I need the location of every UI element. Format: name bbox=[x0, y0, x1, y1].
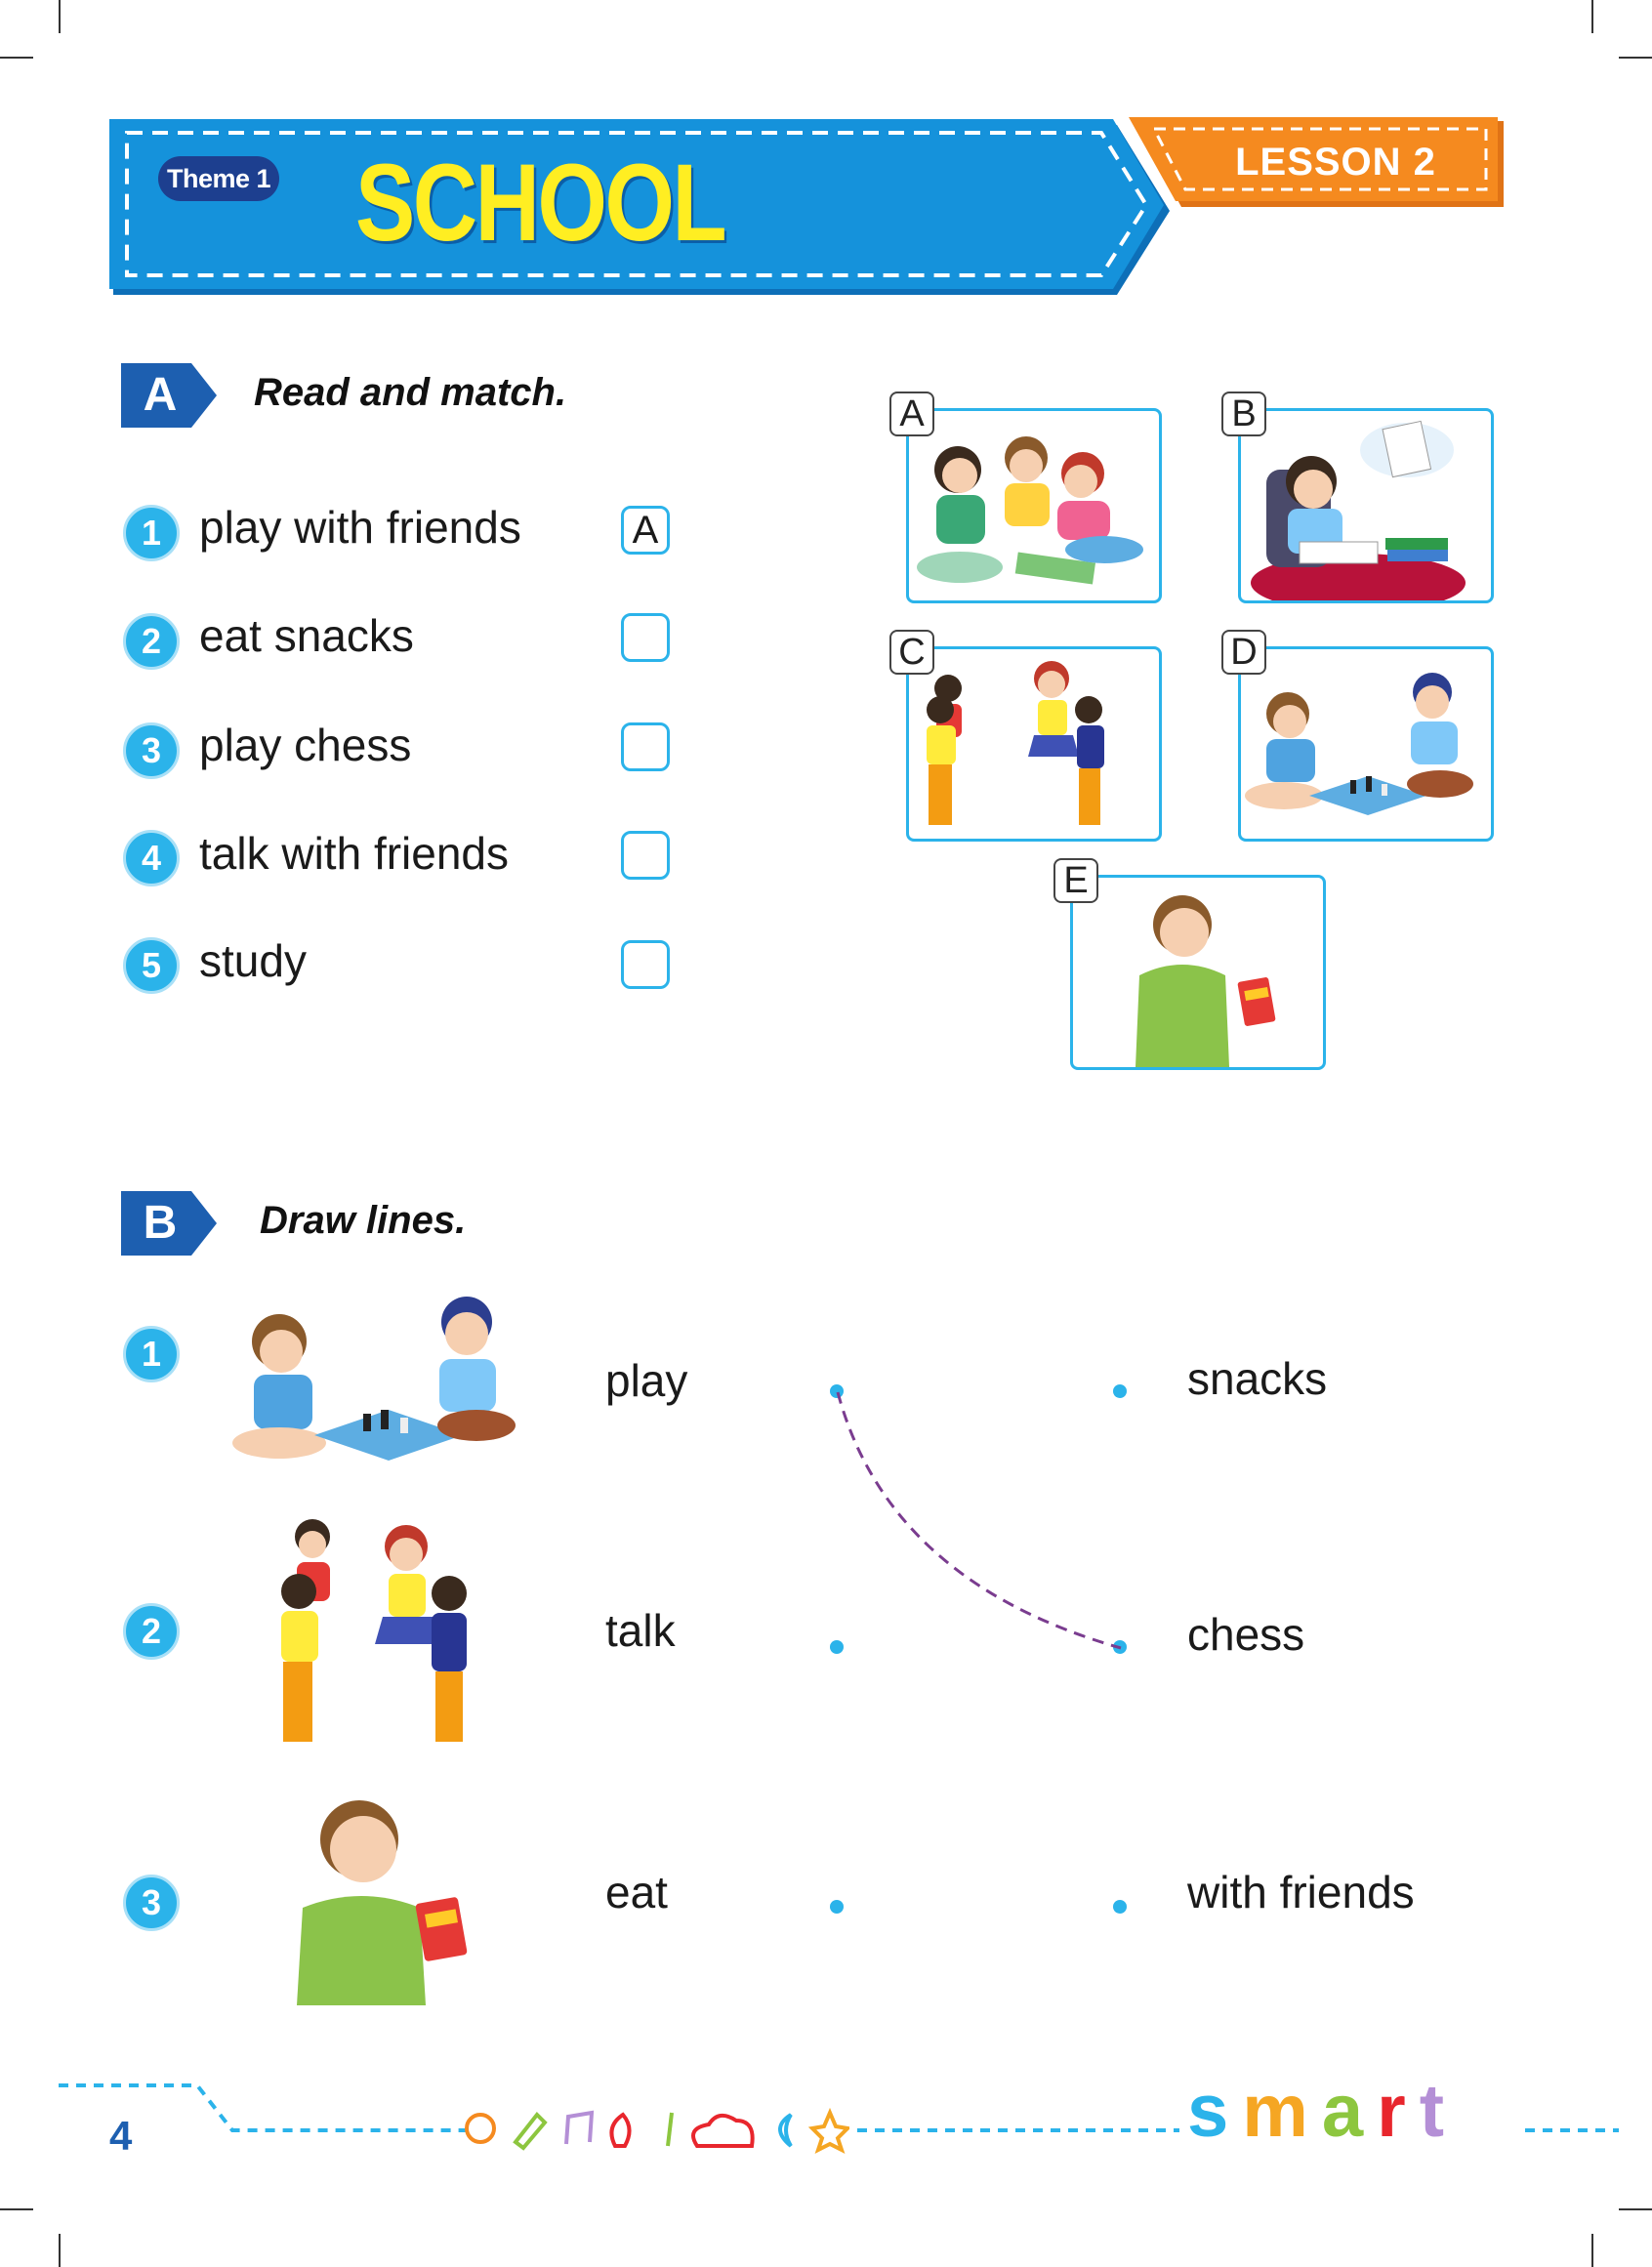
item-number-4: 4 bbox=[123, 830, 180, 886]
crop-mark bbox=[1591, 2234, 1593, 2267]
item-number-2: 2 bbox=[123, 613, 180, 670]
crop-mark bbox=[59, 2234, 61, 2267]
picture-frame-c bbox=[898, 632, 1162, 842]
crop-mark bbox=[1619, 2208, 1652, 2210]
children-talking-icon bbox=[260, 1511, 475, 1746]
boy-eating-snacks-icon bbox=[273, 1781, 488, 2005]
row-number-3: 3 bbox=[123, 1875, 180, 1931]
right-word-3: with friends bbox=[1187, 1867, 1415, 1917]
crop-mark bbox=[59, 0, 61, 33]
crop-mark bbox=[0, 57, 33, 59]
left-word-2: talk bbox=[605, 1605, 676, 1656]
right-word-1: snacks bbox=[1187, 1353, 1328, 1404]
crop-mark bbox=[0, 2208, 33, 2210]
brand-letter: r bbox=[1377, 2070, 1420, 2153]
answer-box-3[interactable] bbox=[621, 722, 670, 771]
boys-playing-chess-icon bbox=[232, 1289, 516, 1464]
section-letter: A bbox=[143, 369, 178, 421]
left-word-3: eat bbox=[605, 1867, 668, 1917]
picture-frame-e bbox=[1063, 860, 1326, 1070]
right-word-2: chess bbox=[1187, 1609, 1305, 1660]
answer-box-2[interactable] bbox=[621, 613, 670, 662]
brand-letter: m bbox=[1242, 2070, 1322, 2153]
item-number-5: 5 bbox=[123, 937, 180, 994]
phrase-2: eat snacks bbox=[199, 610, 414, 661]
picture-letter: A bbox=[889, 392, 934, 436]
section-b-instruction: Draw lines. bbox=[260, 1199, 467, 1242]
brand-letter: s bbox=[1187, 2070, 1243, 2153]
boys-playing-chess-icon bbox=[1241, 649, 1491, 839]
theme-banner bbox=[109, 117, 1174, 301]
picture-letter: D bbox=[1221, 630, 1266, 675]
row-number-1: 1 bbox=[123, 1326, 180, 1382]
answer-box-1[interactable]: A bbox=[621, 506, 670, 555]
section-a-instruction: Read and match. bbox=[254, 371, 567, 414]
answer-box-4[interactable] bbox=[621, 831, 670, 880]
boy-eating-snacks-icon bbox=[1073, 878, 1323, 1067]
children-talking-icon bbox=[909, 649, 1159, 839]
item-number-3: 3 bbox=[123, 722, 180, 779]
phrase-3: play chess bbox=[199, 720, 412, 770]
brand-letter: t bbox=[1419, 2070, 1459, 2153]
theme-label: Theme 1 bbox=[158, 156, 279, 201]
row-number-2: 2 bbox=[123, 1603, 180, 1660]
picture-letter: C bbox=[889, 630, 934, 675]
answer-box-5[interactable] bbox=[621, 940, 670, 989]
item-number-1: 1 bbox=[123, 505, 180, 561]
example-match-line bbox=[830, 1386, 1142, 1660]
brand-logo bbox=[1187, 2068, 1458, 2156]
picture-letter: B bbox=[1221, 392, 1266, 436]
boy-studying-icon bbox=[1241, 411, 1491, 600]
picture-frame-b bbox=[1231, 393, 1494, 603]
crop-mark bbox=[1591, 0, 1593, 33]
picture-letter: E bbox=[1053, 858, 1098, 903]
picture-frame-d bbox=[1230, 632, 1494, 842]
page-title: SCHOOL bbox=[355, 142, 725, 264]
children-playing-icon bbox=[909, 411, 1159, 600]
brand-letter: a bbox=[1321, 2070, 1378, 2153]
section-a-badge bbox=[121, 363, 217, 428]
page-number: 4 bbox=[109, 2113, 133, 2159]
picture-frame-a bbox=[899, 393, 1162, 603]
right-dot-3[interactable] bbox=[1113, 1900, 1127, 1914]
left-word-1: play bbox=[605, 1355, 688, 1406]
footer-doodle-icons bbox=[459, 2099, 849, 2158]
phrase-4: talk with friends bbox=[199, 828, 510, 879]
phrase-1: play with friends bbox=[199, 502, 521, 553]
section-b-badge bbox=[121, 1191, 217, 1256]
lesson-label: LESSON 2 bbox=[1235, 141, 1436, 184]
left-dot-3[interactable] bbox=[830, 1900, 844, 1914]
phrase-5: study bbox=[199, 935, 307, 986]
crop-mark bbox=[1619, 57, 1652, 59]
section-letter: B bbox=[143, 1197, 178, 1249]
lesson-tab bbox=[1129, 117, 1504, 207]
